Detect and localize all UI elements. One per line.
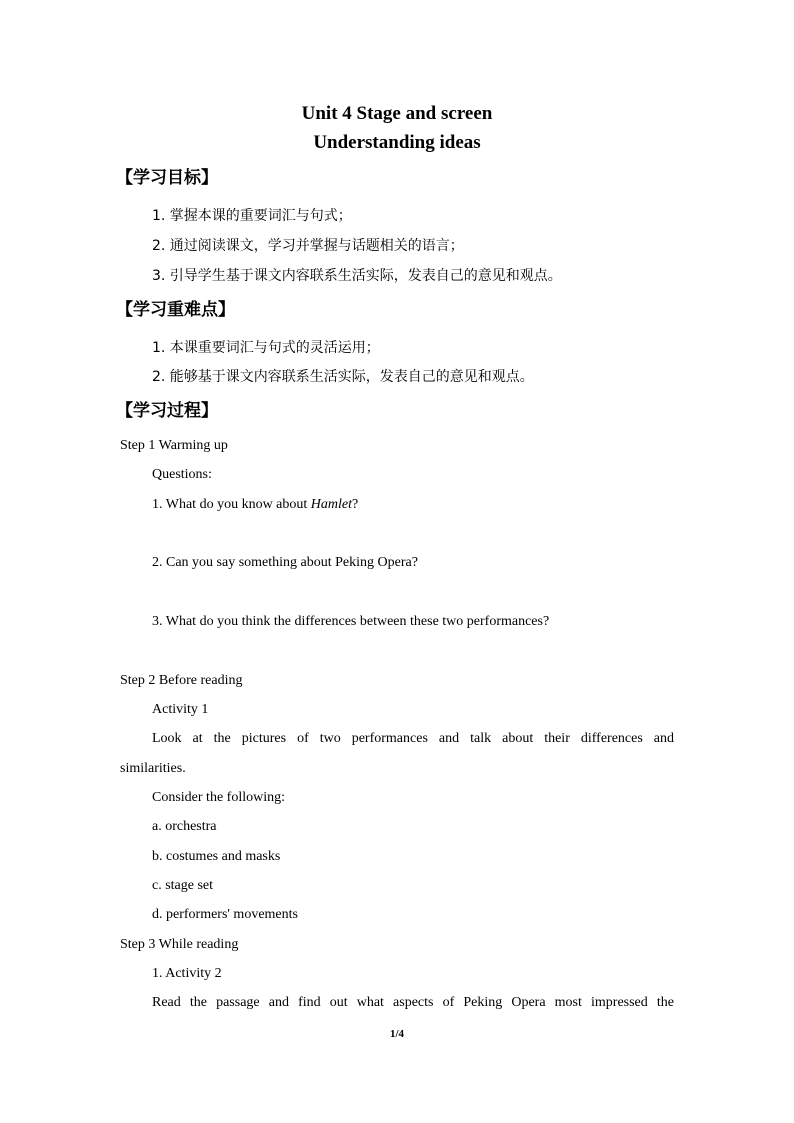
- title-line-1: Unit 4 Stage and screen: [301, 103, 493, 124]
- step2-instruction-line-2: similarities.: [120, 761, 186, 776]
- q1-italic-title: Hamlet: [310, 497, 352, 512]
- step1-question-3: 3. What do you think the differences between these two performances?: [152, 614, 550, 629]
- step2-option-b: b. costumes and masks: [152, 849, 281, 864]
- title-line-2: Understanding ideas: [313, 132, 481, 153]
- step2-option-a: a. orchestra: [152, 819, 217, 834]
- step1-question-1: [152, 497, 358, 513]
- step3-instruction-line-1: Read the passage and find out what aspects of Peking Opera most impressed the: [152, 995, 674, 1010]
- goal-item-2: 2. 通过阅读课文，学习并掌握与话题相关的语言；: [152, 238, 464, 254]
- goal-item-1: 1. 掌握本课的重要词汇与句式；: [152, 208, 352, 224]
- step2-consider: Consider the following:: [152, 790, 285, 805]
- q1-mark: ?: [352, 497, 359, 512]
- goals-heading: 【学习目标】: [116, 168, 218, 188]
- step2-option-d: d. performers' movements: [152, 907, 298, 922]
- keypoint-item-1: 1. 本课重要词汇与句式的灵活运用；: [152, 340, 380, 356]
- process-heading: 【学习过程】: [116, 401, 218, 421]
- page-number: 1/4: [389, 1028, 405, 1040]
- step3-activity: 1. Activity 2: [152, 966, 222, 981]
- step1-questions-label: Questions:: [152, 467, 212, 482]
- step3-title: Step 3 While reading: [120, 937, 239, 952]
- step2-option-c: c. stage set: [152, 878, 214, 893]
- step2-instruction-line-1: Look at the pictures of two performances and talk about their differences and: [152, 731, 674, 746]
- goal-item-3: 3. 引导学生基于课文内容联系生活实际，发表自己的意见和观点。: [152, 268, 562, 284]
- keypoint-item-2: 2. 能够基于课文内容联系生活实际，发表自己的意见和观点。: [152, 369, 534, 385]
- step1-question-2: 2. Can you say something about Peking Opera?: [152, 555, 418, 570]
- step2-title: Step 2 Before reading: [120, 673, 243, 688]
- keypoints-heading: 【学习重难点】: [116, 300, 235, 320]
- step1-title: Step 1 Warming up: [120, 438, 228, 453]
- step2-activity: Activity 1: [152, 702, 209, 717]
- q1-text: 1. What do you know about: [152, 497, 311, 512]
